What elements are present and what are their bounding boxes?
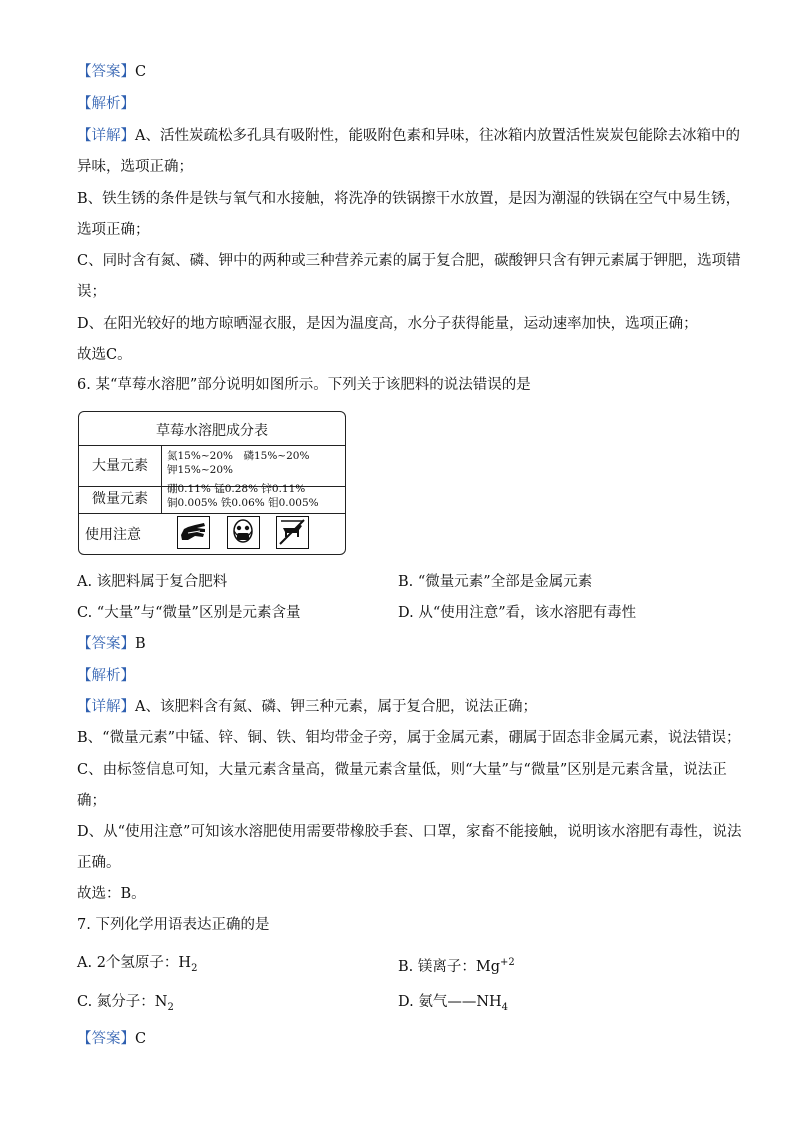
answer-label: 【答案】 [77, 64, 135, 80]
mask-icon [227, 516, 260, 549]
row-trace-elements-line2: 铜0.005% 铁0.06% 钼0.005% [167, 497, 319, 509]
q5-detail-line-0 [77, 126, 740, 146]
q6-line-0-text: A、该肥料含有氮、磷、钾三种元素，属于复合肥，说法正确； [135, 699, 537, 715]
q6-option-d: D. 从“使用注意”看，该水溶肥有毒性 [398, 605, 637, 621]
answer-value: B [135, 636, 146, 652]
table-vertical-divider [161, 445, 162, 513]
no-livestock-icon [276, 516, 309, 549]
q5-line-2: B、铁生锈的条件是铁与氧气和水接触，将洗净的铁锅擦干水放置，是因为潮湿的铁锅在空气中易生锈， [77, 191, 741, 207]
q7-option-d [398, 992, 508, 1018]
q7-option-b-text: B. 镁离子：Mg [398, 958, 501, 975]
q7-stem: 7. 下列化学用语表达正确的是 [77, 917, 270, 933]
q6-option-b: B. “微量元素”全部是金属元素 [398, 574, 593, 590]
table-divider [79, 513, 345, 514]
q6-line-6: 故选：B。 [77, 886, 146, 902]
q7-option-c [77, 992, 174, 1018]
q5-line-5: 误； [77, 284, 106, 300]
q5-line-7: 故选C。 [77, 347, 132, 363]
q7-option-b [398, 953, 515, 977]
superscript: +2 [500, 957, 515, 968]
table-title: 草莓水溶肥成分表 [156, 423, 268, 439]
subscript: 2 [167, 1001, 174, 1013]
q7-answer [77, 1029, 146, 1049]
row-major-elements-line1: 氮15%~20% 磷15%~20% [167, 450, 310, 462]
row-major-elements-label: 大量元素 [92, 458, 148, 474]
q6-option-c: C. “大量”与“微量”区别是元素含量 [77, 605, 301, 621]
q6-line-5: 正确。 [77, 855, 121, 871]
q7-option-a-text: A. 2个氢原子：H [77, 955, 192, 971]
q6-stem: 6. 某“草莓水溶肥”部分说明如图所示。下列关于该肥料的说法错误的是 [77, 377, 531, 393]
detail-label: 【详解】 [77, 699, 135, 715]
fertilizer-composition-table [78, 411, 346, 555]
q5-analysis-label: 【解析】 [77, 96, 135, 112]
q5-line-3: 选项正确； [77, 222, 150, 238]
gloves-icon [177, 516, 210, 549]
q6-line-4: D、从“使用注意”可知该水溶肥使用需要带橡胶手套、口罩，家畜不能接触，说明该水溶肥有毒性，说法 [77, 824, 742, 840]
q7-option-c-text: C. 氮分子：N [77, 994, 168, 1010]
q7-option-d-text: D. 氨气——NH [398, 994, 502, 1010]
row-trace-elements-line1: 硼0.11% 锰0.28% 锌0.11% [167, 483, 306, 495]
q6-line-2: C、由标签信息可知，大量元素含量高，微量元素含量低，则“大量”与“微量”区别是元素含量，说法正 [77, 762, 727, 778]
q5-line-4: C、同时含有氮、磷、钾中的两种或三种营养元素的属于复合肥，碳酸钾只含有钾元素属于钾肥，选项错 [77, 253, 741, 269]
row-trace-elements-label: 微量元素 [92, 491, 148, 507]
q6-analysis-label: 【解析】 [77, 668, 135, 684]
q5-line-6: D、在阳光较好的地方晾晒湿衣服，是因为温度高，水分子获得能量，运动速率加快，选项正确； [77, 316, 698, 332]
table-divider [79, 445, 345, 446]
q6-line-1: B、“微量元素”中锰、锌、铜、铁、钼均带金子旁，属于金属元素，硼属于固态非金属元素，说法错误； [77, 730, 741, 746]
q5-line-0-text: A、活性炭疏松多孔具有吸附性，能吸附色素和异味，往冰箱内放置活性炭炭包能除去冰箱中的 [135, 128, 740, 144]
detail-label: 【详解】 [77, 128, 135, 144]
q6-option-a: A. 该肥料属于复合肥料 [77, 574, 228, 590]
answer-label: 【答案】 [77, 1031, 135, 1047]
answer-value: C [135, 1031, 147, 1047]
row-usage-notes-label: 使用注意 [85, 527, 141, 543]
subscript: 4 [501, 1001, 509, 1013]
q5-line-1: 异味，选项正确； [77, 159, 193, 175]
q6-answer [77, 634, 146, 654]
subscript: 2 [191, 962, 198, 974]
answer-label: 【答案】 [77, 636, 135, 652]
answer-value: C [135, 64, 147, 80]
q7-option-a [77, 953, 197, 979]
q6-line-3: 确； [77, 793, 106, 809]
q5-answer [77, 62, 146, 82]
q6-detail-line-0 [77, 697, 537, 717]
row-major-elements-line2: 钾15%~20% [167, 464, 233, 476]
